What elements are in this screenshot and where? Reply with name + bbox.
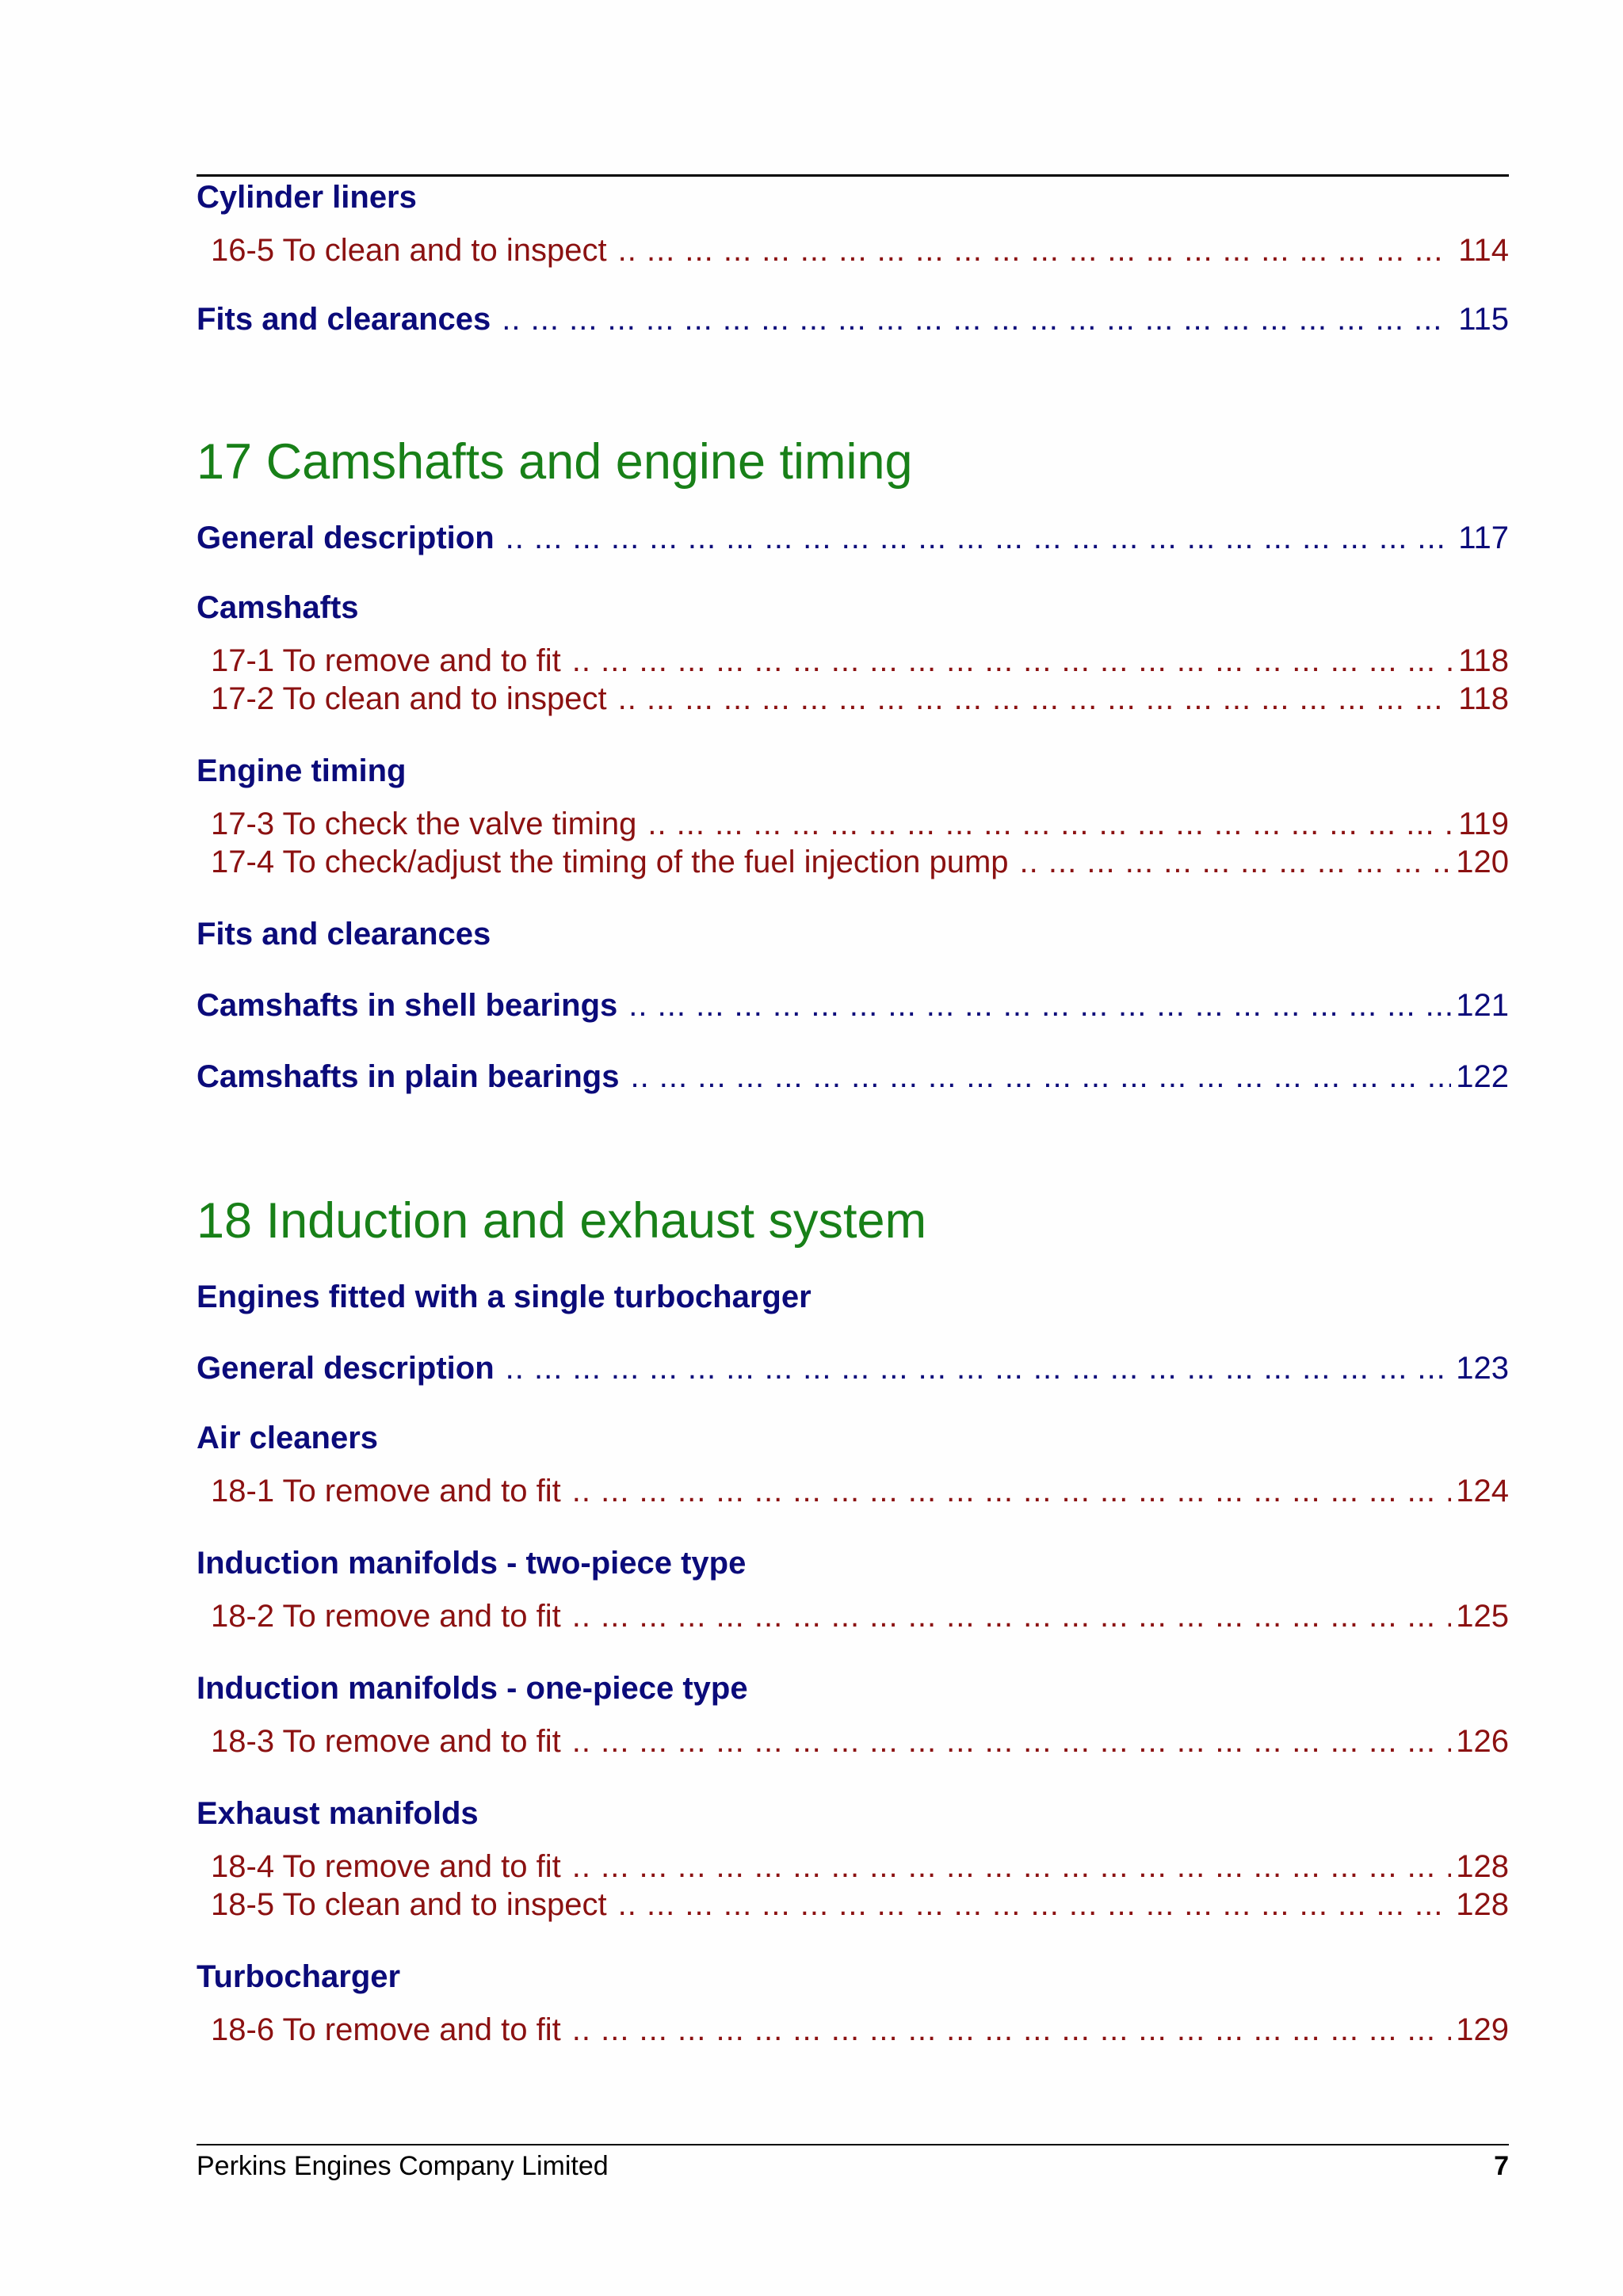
- toc-page-number: 115: [1458, 302, 1509, 337]
- toc-entry-18-4[interactable]: [197, 1848, 1509, 1886]
- toc-entry-label: 18-6 To remove and to fit: [211, 2012, 561, 2047]
- toc-page-number: 119: [1458, 807, 1509, 841]
- toc-page-number: 128: [1456, 1887, 1509, 1922]
- toc-entry-label: Camshafts in plain bearings: [197, 1059, 620, 1094]
- dot-leader: [572, 642, 1453, 680]
- toc-page-number: 124: [1456, 1474, 1509, 1508]
- toc-entry-label: General description: [197, 521, 495, 555]
- toc-entry-label: 18-2 To remove and to fit: [211, 1599, 561, 1634]
- toc-page-number: 120: [1456, 845, 1509, 879]
- dot-leader: [572, 2011, 1452, 2049]
- toc-entry-label: 18-5 To clean and to inspect: [211, 1887, 607, 1922]
- toc-page-number: 121: [1456, 988, 1509, 1023]
- toc-page-number: 114: [1458, 233, 1509, 268]
- toc-page-number: 125: [1456, 1599, 1509, 1634]
- toc-entry-16-5[interactable]: [197, 231, 1509, 269]
- dot-leader: [506, 520, 1454, 556]
- dot-leader: [647, 805, 1453, 843]
- toc-page-number: 118: [1458, 681, 1509, 716]
- toc-entry-label: Camshafts in shell bearings: [197, 988, 618, 1023]
- toc-entry-18-6[interactable]: [197, 2011, 1509, 2049]
- toc-page-number: 128: [1456, 1849, 1509, 1884]
- dot-leader: [572, 1848, 1452, 1886]
- toc-entry-label: General description: [197, 1351, 495, 1386]
- section-heading-exhaust-manifolds: Exhaust manifolds: [197, 1796, 479, 1831]
- section-heading-single-turbocharger: Engines fitted with a single turbocharger: [197, 1280, 812, 1314]
- toc-entry-label: 17-2 To clean and to inspect: [211, 681, 607, 716]
- toc-entry-label: 18-3 To remove and to fit: [211, 1724, 561, 1759]
- dot-leader: [628, 987, 1451, 1024]
- toc-entry-label: Fits and clearances: [197, 302, 491, 337]
- dot-leader: [618, 680, 1454, 718]
- toc-entry-18-2[interactable]: [197, 1597, 1509, 1635]
- section-heading-induction-one-piece: Induction manifolds - one-piece type: [197, 1671, 748, 1706]
- toc-entry-fits-and-clearances[interactable]: [197, 301, 1509, 338]
- section-heading-engine-timing: Engine timing: [197, 753, 407, 788]
- footer-page-number: 7: [1494, 2151, 1509, 2181]
- toc-entry-17-4[interactable]: [197, 843, 1509, 881]
- toc-entry-18-3[interactable]: [197, 1722, 1509, 1760]
- toc-entry-camshafts-plain-bearings[interactable]: [197, 1058, 1509, 1095]
- section-heading-fits-and-clearances-17: Fits and clearances: [197, 917, 491, 952]
- toc-entry-label: 18-4 To remove and to fit: [211, 1849, 561, 1884]
- section-heading-cylinder-liners: Cylinder liners: [197, 180, 417, 215]
- chapter-title-17: 17 Camshafts and engine timing: [197, 434, 913, 490]
- toc-page-number: 122: [1456, 1059, 1509, 1094]
- toc-page-number: 117: [1458, 521, 1509, 555]
- dot-leader: [618, 1886, 1452, 1924]
- toc-entry-18-1[interactable]: [197, 1472, 1509, 1510]
- section-heading-induction-two-piece: Induction manifolds - two-piece type: [197, 1546, 747, 1581]
- dot-leader: [572, 1472, 1452, 1510]
- header-rule: [197, 174, 1509, 177]
- toc-entry-label: 17-1 To remove and to fit: [211, 643, 561, 678]
- dot-leader: [1020, 843, 1452, 881]
- section-heading-turbocharger: Turbocharger: [197, 1959, 401, 1994]
- toc-entry-camshafts-shell-bearings[interactable]: [197, 987, 1509, 1024]
- toc-entry-18-5[interactable]: [197, 1886, 1509, 1924]
- toc-page-number: 123: [1456, 1351, 1509, 1386]
- toc-entry-general-description-18[interactable]: [197, 1350, 1509, 1386]
- toc-page-number: 129: [1456, 2012, 1509, 2047]
- dot-leader: [506, 1350, 1452, 1386]
- dot-leader: [618, 231, 1454, 269]
- dot-leader: [502, 301, 1453, 338]
- toc-page-number: 118: [1458, 643, 1509, 678]
- toc-entry-17-1[interactable]: [197, 642, 1509, 680]
- toc-entry-label: 18-1 To remove and to fit: [211, 1474, 561, 1508]
- toc-entry-general-description-17[interactable]: [197, 520, 1509, 556]
- toc-entry-17-3[interactable]: [197, 805, 1509, 843]
- toc-entry-label: 17-4 To check/adjust the timing of the fuel injection pump: [211, 845, 1009, 879]
- section-heading-camshafts: Camshafts: [197, 590, 359, 625]
- dot-leader: [572, 1722, 1452, 1760]
- toc-entry-label: 16-5 To clean and to inspect: [211, 233, 607, 268]
- footer-rule: [197, 2144, 1509, 2145]
- footer-company: Perkins Engines Company Limited: [197, 2151, 609, 2181]
- toc-entry-17-2[interactable]: [197, 680, 1509, 718]
- toc-entry-label: 17-3 To check the valve timing: [211, 807, 637, 841]
- chapter-title-18: 18 Induction and exhaust system: [197, 1193, 927, 1249]
- dot-leader: [630, 1058, 1451, 1095]
- dot-leader: [572, 1597, 1452, 1635]
- page-footer: [197, 2149, 1509, 2183]
- section-heading-air-cleaners: Air cleaners: [197, 1421, 379, 1455]
- toc-page-number: 126: [1456, 1724, 1509, 1759]
